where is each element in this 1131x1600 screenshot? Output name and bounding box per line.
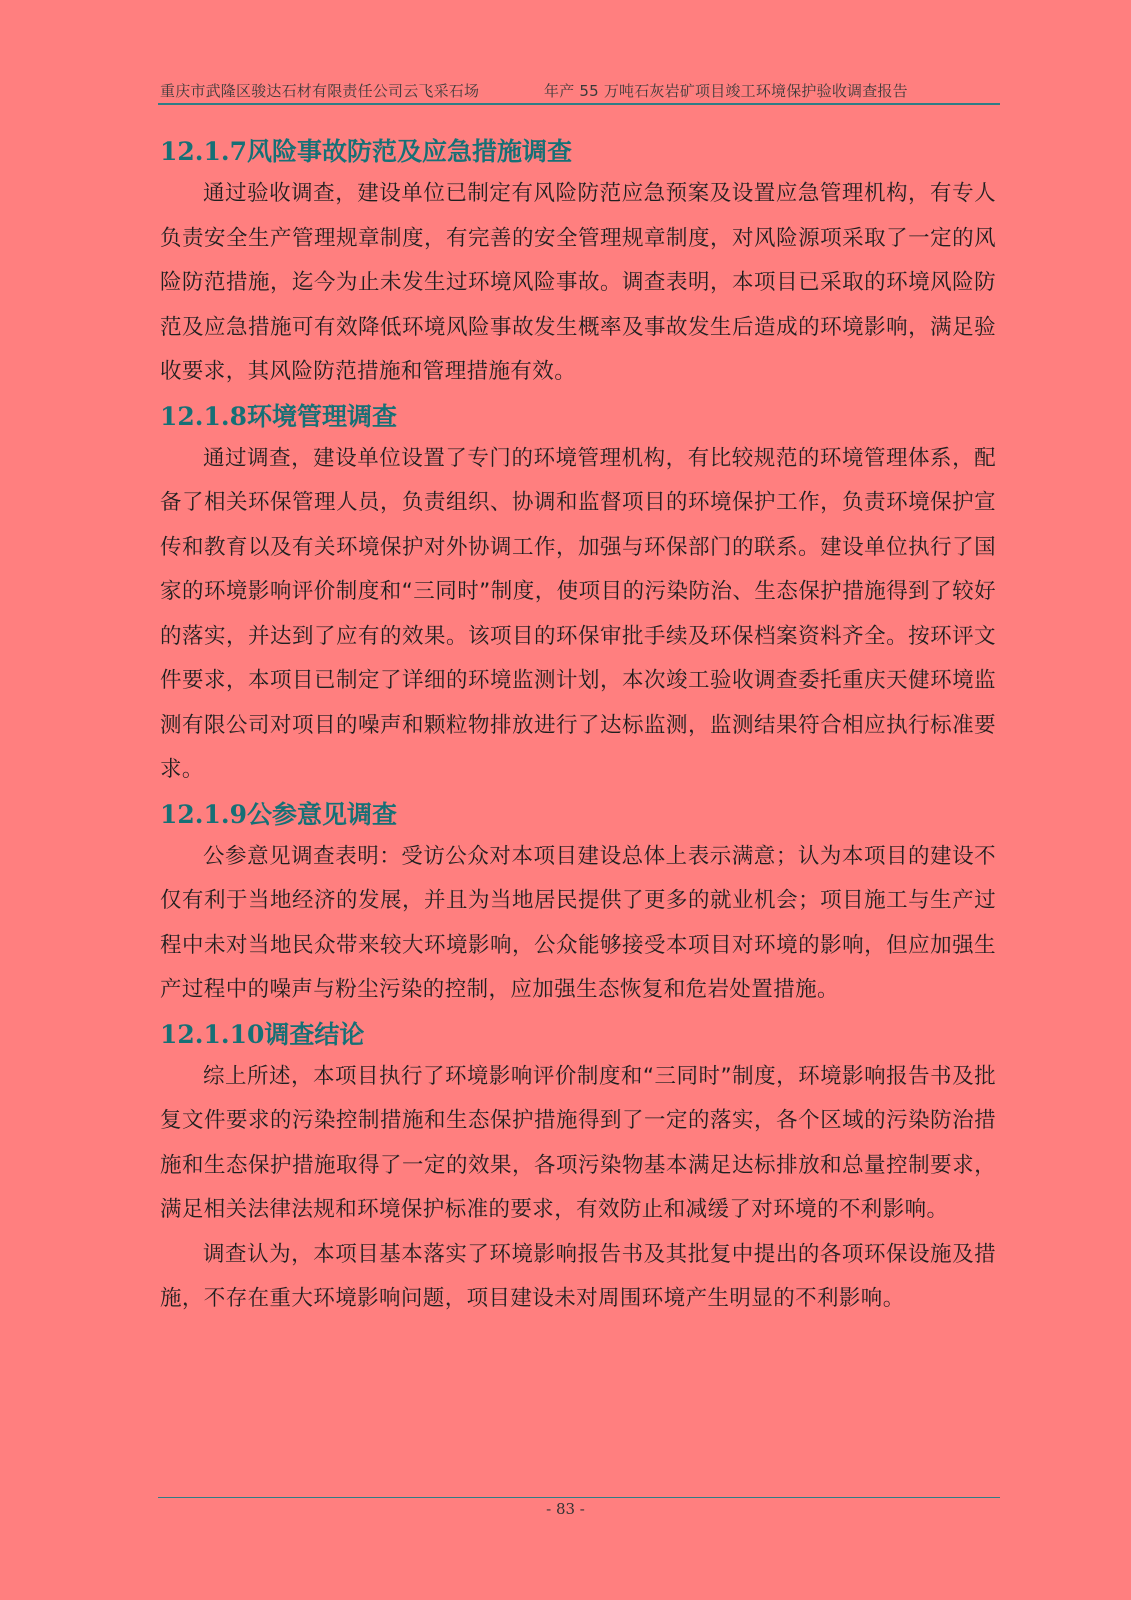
section-title: 风险事故防范及应急措施调查 [247,137,573,166]
header-rule [158,103,1000,105]
section-heading [160,397,996,437]
section-heading [160,132,996,172]
header-company: 重庆市武隆区骏达石材有限责任公司云飞采石场 [160,82,480,100]
page-number: - 83 - [546,1500,585,1518]
paragraph: 公参意见调查表明：受访公众对本项目建设总体上表示满意；认为本项目的建设不仅有利于当地经济的发展，并且为当地居民提供了更多的就业机会；项目施工与生产过程中未对当地民众带来较大环境影响，公众能够接受本项目对环境的影响，但应加强生产过程中的噪声与粉尘污染的控制，应加强生态恢复和危岩处置措施。 [160,843,996,1002]
section-heading [160,1015,996,1055]
section-number: 12.1.9 [160,799,247,829]
paragraph: 通过调查，建设单位设置了专门的环境管理机构，有比较规范的环境管理体系，配备了相关环保管理人员，负责组织、协调和监督项目的环境保护工作，负责环境保护宣传和教育以及有关环境保护对外协调工作，加强与环保部门的联系。建设单位执行了国家的环境影响评价制度和“三同时”制度，使项目的污染防治、生态保护措施得到了较好的落实，并达到了应有的效果。该项目的环保审批手续及环保档案资料齐全。按环评文件要求，本项目已制定了详细的环境监测计划，本次竣工验收调查委托重庆天健环境监测有限公司对项目的噪声和颗粒物排放进行了达标监测，监测结果符合相应执行标准要求。 [160,445,996,782]
footer-rule [158,1497,1000,1498]
section-title: 调查结论 [264,1019,365,1049]
section-12-1-9 [160,795,996,1013]
section-12-1-10 [160,1015,996,1322]
section-number: 12.1.8 [160,401,247,431]
section-12-1-8 [160,397,996,793]
section-number: 12.1.10 [160,1019,265,1049]
section-number: 12.1.7 [160,137,247,166]
section-title: 环境管理调查 [247,401,398,431]
section-title: 公参意见调查 [247,799,398,829]
section-12-1-7 [160,132,996,395]
page-header [160,76,1000,102]
section-heading [160,795,996,835]
paragraph: 调查认为，本项目基本落实了环境影响报告书及其批复中提出的各项环保设施及措施，不存在重大环境影响问题，项目建设未对周围环境产生明显的不利影响。 [160,1241,996,1311]
paragraph: 综上所述，本项目执行了环境影响评价制度和“三同时”制度，环境影响报告书及批复文件要求的污染控制措施和生态保护措施得到了一定的落实，各个区域的污染防治措施和生态保护措施取得了一定的效果，各项污染物基本满足达标排放和总量控制要求，满足相关法律法规和环境保护标准的要求，有效防止和减缓了对环境的不利影响。 [160,1063,996,1222]
page-content [160,132,996,1324]
paragraph: 通过验收调查，建设单位已制定有风险防范应急预案及设置应急管理机构，有专人负责安全生产管理规章制度，有完善的安全管理规章制度，对风险源项采取了一定的风险防范措施，迄今为止未发生过环境风险事故。调查表明，本项目已采取的环境风险防范及应急措施可有效降低环境风险事故发生概率及事故发生后造成的环境影响，满足验收要求，其风险防范措施和管理措施有效。 [160,181,996,384]
header-report-title: 年产 55 万吨石灰岩矿项目竣工环境保护验收调查报告 [544,82,908,100]
